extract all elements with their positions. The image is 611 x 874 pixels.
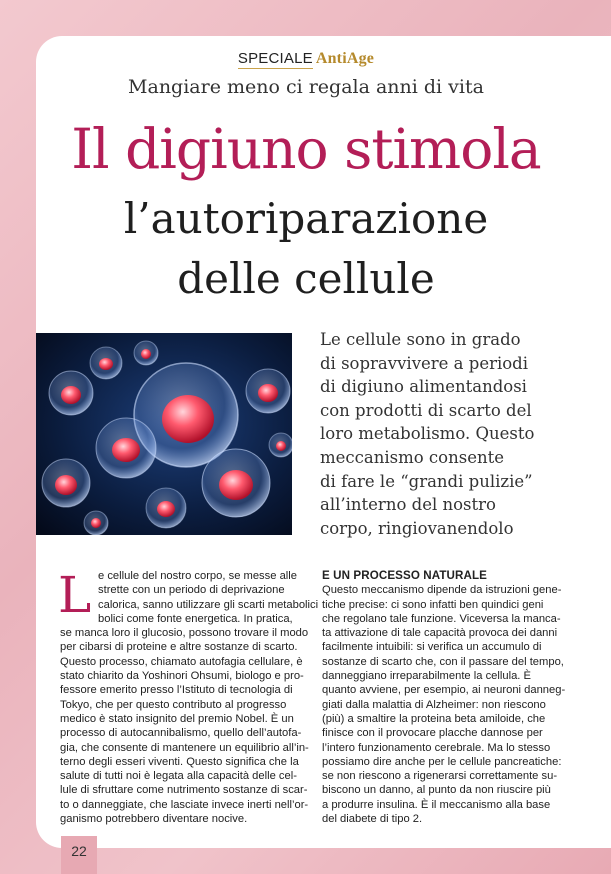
title-line-3: delle cellule — [177, 254, 435, 303]
section-brand: AntiAge — [315, 50, 375, 67]
title-line-1: Il digiuno stimola — [71, 117, 541, 181]
cells-illustration — [36, 333, 292, 535]
body-column-2: E UN PROCESSO NATURALE Questo meccanismo dipende da istruzioni gene- tiche precise: ci sono infatti ben quindici geni che regolano tale funzione. Viceversa la manca- ta attivazione di tale capacità provoca dei danni facilmente intuibili: si verifica un accumulo di sostanze di scarto che, con il passare del tempo, danneggiano irreparabilmente la cellula. È quanto avviene, per esempio, ai neuroni danneg- giati dalla malattia di Alzheimer: non riescono (più) a smaltire la proteina beta amiloide, che finisce con il provocare placche dannose per l’intero funzionamento cerebrale. Ma lo stesso possiamo dire anche per le cellule pancreatiche: se non riescono a rigenerarsi correttamente su- biscono un danno, al punto da non riuscire più a produrre insulina. È il meccanismo alla base del diabete di tipo 2. — [322, 569, 568, 826]
magazine-page — [36, 36, 611, 848]
cells-photo — [36, 333, 292, 535]
section-kicker — [36, 48, 576, 68]
section-heading: E UN PROCESSO NATURALE — [322, 569, 487, 582]
body-column-1: e cellule del nostro corpo, se messe alle strette con un periodo di deprivazione calorica, sanno utilizzare gli scarti metabolici bolici come fonte energetica. In pratica, se manca loro il glucosio, possono trovare il modo per cibarsi di proteine e altre sostanze di scarto. Questo processo, chiamato autofagia cellulare, è stato chiarito da Yoshinori Ohsumi, biologo e pro- fessore emerito presso l’Istituto di tecnologia di Tokyo, che per questo contributo al progresso medico è stato insignito del premio Nobel. È un processo di autocannibalismo, quello dell’autofa- gia, che consente di mantenere un equilibrio all’in- terno degli esseri viventi. Questo significa che la salute di tutti noi è legata alla capacità delle cel- lule di sfruttare come nutrimento sostanze di scar- to o danneggiate, che lasciate invece inerti nell’or- ganismo potrebbero diventare nocive. — [60, 570, 319, 826]
page-number: 22 — [61, 836, 97, 874]
drop-cap: L — [58, 566, 92, 624]
lead-paragraph: Le cellule sono in grado di sopravvivere a periodi di digiuno alimentandosi con prodotti di scarto del loro metabolismo. Questo meccanismo consente di fare le “grandi pulizie” all’interno del nostro corpo, ringiovanendolo — [320, 330, 535, 538]
article-subtitle: Mangiare meno ci regala anni di vita — [128, 76, 484, 98]
title-line-2: l’autoriparazione — [123, 194, 489, 243]
section-label: SPECIALE — [237, 50, 313, 67]
